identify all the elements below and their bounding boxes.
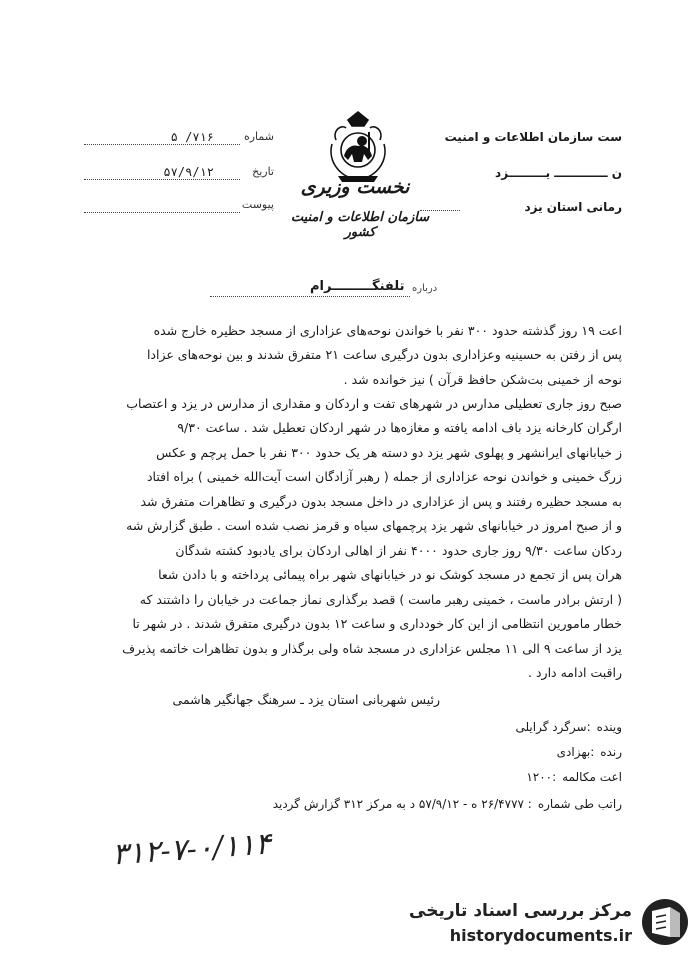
- archive-logo-icon: [640, 897, 690, 947]
- body-line: به مسجد حظیره رفتند و پس از عزاداری در داخل مسجد بدون درگیری و تظاهرات متفرق شد: [140, 494, 622, 509]
- meta-key: راتب طی شماره: [537, 797, 622, 811]
- meta-key: وینده: [596, 720, 622, 734]
- meta-value: :۱۲۰۰: [526, 770, 557, 784]
- body-line: پس از رفتن به حسینیه وعزاداری بدون درگیری ساعت ۲۱ متفرق شدند و بین نوحه‌های عزادا: [146, 347, 622, 362]
- number-label: شماره: [243, 130, 274, 143]
- meta-line: [273, 797, 622, 811]
- body-line: اعت ۱۹ روز گذشته حدود ۳۰۰ نفر با خواندن نوحه‌های عزاداری از مسجد حظیره خارج شده: [153, 323, 622, 338]
- subject-label: درباره: [412, 283, 438, 294]
- body-line: زرگ خمینی و خواندن نوحه عزاداری از جمله ( رهبر آزادگان است آیت‌الله خمینی ) براه افتاد: [146, 469, 622, 484]
- attachment-field: [84, 198, 274, 218]
- body-line: یزد از ساعت ۹ الی ۱۱ مجلس عزاداری در مسجد شاه ولی برگذار و بدون تظاهرات خاتمه پذیرف: [122, 641, 622, 656]
- org-subtitle: سازمان اطلاعات و امنیت کشور: [290, 210, 430, 240]
- watermark: [405, 895, 690, 955]
- header-org-line: ست سازمان اطلاعات و امنیت: [444, 130, 622, 144]
- body-line: هران پس از تجمع در مسجد کوشک نو در خیابانهای شهر براه پیمائی پرداخته و با دادن شعا: [158, 567, 622, 582]
- body-line: راقبت ادامه دارد .: [528, 665, 622, 680]
- date-field: [84, 165, 274, 185]
- body-line: و از صبح امروز در خیابانهای شهر یزد پرچمهای سیاه و قرمز نصب شده است . طبق گزارش شه: [126, 518, 622, 533]
- body-line: ردکان ساعت ۹/۳۰ روز جاری حدود ۴۰۰۰ نفر از اهالی اردکان برای یادبود کشته شدگان: [175, 543, 622, 558]
- date-value: ۵۷/۹/۱۲: [163, 165, 214, 179]
- body-line: ( ارتش برادر ماست ، خمینی رهبر ماست ) قصد برگذاری نماز جماعت در خیابان را داشتند که: [139, 592, 622, 607]
- subject-value: تلفنگـــــــــرام: [310, 279, 405, 294]
- watermark-url: historydocuments.ir: [449, 926, 632, 945]
- header-city-line: ن ـــــــــــــ یـــــــــزد: [495, 166, 622, 180]
- meta-key: رنده: [600, 745, 622, 759]
- meta-value: : ۲۶/۴۷۷۷ ه - ۵۷/۹/۱۲ د به مرکز ۳۱۲ گزارش گردید: [272, 797, 532, 811]
- meta-line: [526, 770, 622, 784]
- org-title: نخست وزیری: [300, 176, 410, 198]
- body-line: خطار مامورین انتظامی از این کار خودداری و ساعت ۱۲ بدون درگیری متفرق شدند . در شهر تا: [132, 616, 622, 631]
- watermark-title: مرکز بررسی اسناد تاریخی: [409, 901, 632, 921]
- meta-value: :بهزادی: [556, 745, 595, 759]
- meta-line: [515, 720, 622, 734]
- body-line: ارگران کارخانه یزد باف ادامه یافته و مغازه‌ها در شهر اردکان تعطیل شد . ساعت ۹/۳۰: [177, 420, 622, 435]
- number-value: ۷۱۶/ ۵: [170, 130, 214, 144]
- body-line: نوحه از خمینی بت‌شکن حافظ قرآن ) نیز خوانده شد .: [343, 372, 622, 387]
- header-province-line: رمانی استان یزد: [524, 200, 622, 214]
- body-line: ز خیابانهای ایرانشهر و پهلوی شهر یزد دو دسته هر یک حدود ۳۰۰ نفر با حمل پرچم و عکس: [156, 445, 622, 460]
- body-line: صبح روز جاری تعطیلی مدارس در شهرهای تفت و اردکان و مقداری از مدارس در یزد و اعتصاب: [126, 396, 622, 411]
- meta-value: :سرگرد گرایلی: [515, 720, 591, 734]
- meta-line: [557, 745, 622, 759]
- attachment-label: پیوست: [241, 198, 274, 211]
- meta-key: اعت مکالمه: [562, 770, 622, 784]
- handwritten-reference: ۳۱۲-۷-۰/۱۱۴: [110, 826, 273, 873]
- signature-line: رئیس شهربانی استان یزد ـ سرهنگ جهانگیر هاشمی: [172, 692, 440, 707]
- date-label: تاریخ: [252, 165, 274, 178]
- number-field: [84, 130, 274, 150]
